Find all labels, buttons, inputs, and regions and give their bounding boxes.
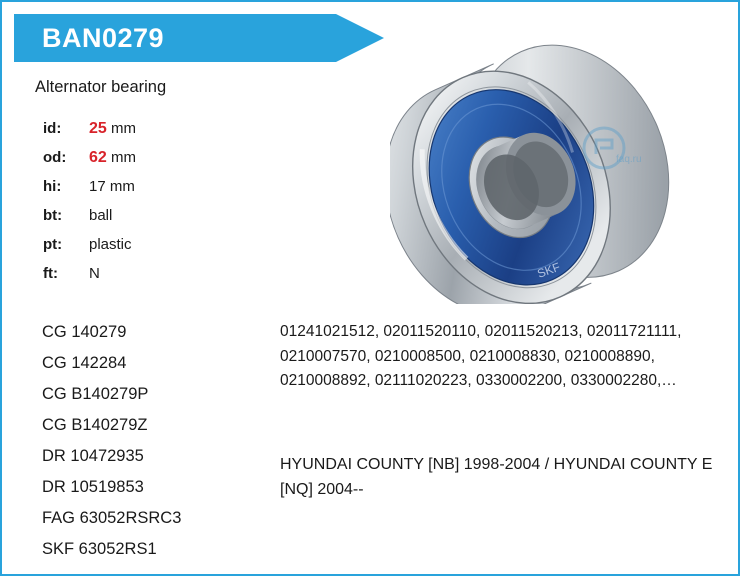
table-row <box>35 114 136 143</box>
spec-key: od: <box>43 149 67 166</box>
table-row <box>35 259 136 288</box>
page-title: BAN0279 <box>42 23 165 53</box>
spec-value: ball <box>89 207 113 224</box>
spec-value <box>87 172 136 201</box>
svg-text:SKF: SKF <box>535 259 563 281</box>
spec-value: plastic <box>89 236 132 253</box>
spec-table <box>35 114 136 288</box>
oem-numbers-text: 01241021512, 02011520110, 02011520213, 02011721111, 0210007570, 0210008500, 0210008830, 0210008890, 0210008892, 02111020223, 0330002200, 0330002280,… <box>280 323 682 389</box>
table-row <box>35 172 136 201</box>
list-item: CG B140279P <box>42 385 149 403</box>
list-item: DR 10472935 <box>42 447 144 465</box>
list-item: SKF 63052RS1 <box>42 540 157 558</box>
list-item: FAG 63052RSRC3 <box>42 509 182 527</box>
spec-value-unit: mm <box>109 178 135 195</box>
table-row <box>35 143 136 172</box>
list-item: CG 142284 <box>42 354 127 372</box>
spec-value <box>87 143 136 172</box>
spec-key: pt: <box>43 236 63 253</box>
list-item: CG B140279Z <box>42 416 148 434</box>
watermark-text: faq.ru <box>616 154 642 165</box>
spec-key: ft: <box>43 265 58 282</box>
table-row <box>35 201 136 230</box>
spec-key: id: <box>43 120 62 137</box>
header-banner <box>14 14 384 62</box>
spec-value-number: 25 <box>89 119 107 137</box>
bearing-photo <box>390 38 706 304</box>
spec-key: hi: <box>43 178 62 195</box>
applications-text: HYUNDAI COUNTY [NB] 1998-2004 / HYUNDAI COUNTY E [NQ] 2004-- <box>280 456 713 498</box>
table-row <box>35 230 136 259</box>
spec-value-number: 62 <box>89 148 107 166</box>
spec-value: N <box>89 265 100 282</box>
spec-key: bt: <box>43 207 63 224</box>
spec-value-unit: mm <box>110 148 136 166</box>
list-item: DR 10519853 <box>42 478 144 496</box>
part-subtitle: Alternator bearing <box>35 78 167 96</box>
cross-reference-list <box>42 317 272 565</box>
list-item: CG 140279 <box>42 323 127 341</box>
spec-value-unit: mm <box>110 119 136 137</box>
spec-value <box>87 114 136 143</box>
spec-value-number: 17 <box>89 178 106 195</box>
